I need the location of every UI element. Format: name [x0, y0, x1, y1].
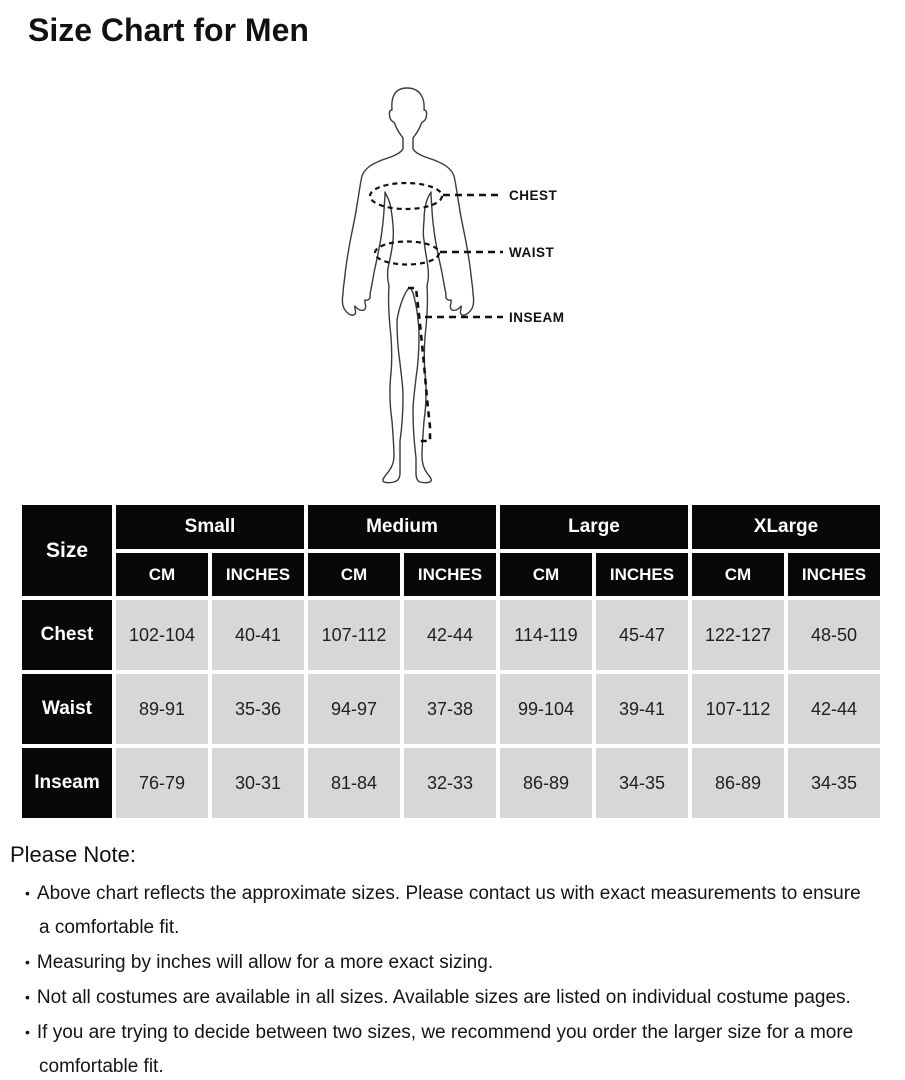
size-group-header-xlarge: XLarge: [692, 505, 880, 549]
size-group-header-small: Small: [116, 505, 304, 549]
measurement-cell: 107-112: [308, 600, 400, 670]
notes-heading: Please Note:: [10, 842, 136, 867]
table-row-waist: [22, 674, 880, 744]
unit-header-inches: INCHES: [596, 553, 688, 596]
measurement-cell: 86-89: [692, 748, 784, 818]
table-corner-cell-size: Size: [22, 505, 112, 596]
unit-header-cm: CM: [692, 553, 784, 596]
measurement-cell: 37-38: [404, 674, 496, 744]
measurement-row-label-waist: Waist: [22, 674, 112, 744]
unit-header-inches: INCHES: [212, 553, 304, 596]
notes-section: [10, 842, 905, 1080]
size-chart-table: [18, 501, 884, 822]
inseam-label: INSEAM: [509, 310, 565, 325]
measurement-cell: 102-104: [116, 600, 208, 670]
measurement-row-label-inseam: Inseam: [22, 748, 112, 818]
unit-header-cm: CM: [500, 553, 592, 596]
size-group-header-medium: Medium: [308, 505, 496, 549]
body-measurement-diagram: [0, 49, 905, 471]
measurement-cell: 99-104: [500, 674, 592, 744]
measurement-cell: 94-97: [308, 674, 400, 744]
measurement-cell: 122-127: [692, 600, 784, 670]
unit-header-cm: CM: [116, 553, 208, 596]
measurement-cell: 30-31: [212, 748, 304, 818]
unit-header-inches: INCHES: [788, 553, 880, 596]
measurement-cell: 48-50: [788, 600, 880, 670]
measurement-cell: 34-35: [596, 748, 688, 818]
note-item: • Measuring by inches will allow for a more exact sizing.: [25, 945, 870, 980]
measurement-cell: 39-41: [596, 674, 688, 744]
unit-header-inches: INCHES: [404, 553, 496, 596]
measurement-cell: 114-119: [500, 600, 592, 670]
note-item: • Above chart reflects the approximate sizes. Please contact us with exact measurements to ensure a comfortable fit.: [25, 876, 870, 945]
male-body-outline-illustration: [330, 79, 580, 489]
measurement-cell: 81-84: [308, 748, 400, 818]
unit-header-cm: CM: [308, 553, 400, 596]
measurement-cell: 107-112: [692, 674, 784, 744]
table-row-chest: [22, 600, 880, 670]
measurement-row-label-chest: Chest: [22, 600, 112, 670]
measurement-cell: 35-36: [212, 674, 304, 744]
waist-label: WAIST: [509, 245, 555, 260]
note-item: • If you are trying to decide between two sizes, we recommend you order the larger size for a more comfortable fit.: [25, 1015, 870, 1080]
measurement-cell: 45-47: [596, 600, 688, 670]
notes-list: [10, 876, 870, 1080]
measurement-cell: 40-41: [212, 600, 304, 670]
measurement-cell: 89-91: [116, 674, 208, 744]
measurement-cell: 86-89: [500, 748, 592, 818]
note-item: • Not all costumes are available in all sizes. Available sizes are listed on individual costume pages.: [25, 980, 870, 1015]
measurement-cell: 42-44: [788, 674, 880, 744]
measurement-cell: 42-44: [404, 600, 496, 670]
body-outline: [342, 88, 473, 483]
chest-label: CHEST: [509, 188, 558, 203]
measurement-cell: 76-79: [116, 748, 208, 818]
measurement-cell: 32-33: [404, 748, 496, 818]
table-row-inseam: [22, 748, 880, 818]
page-title: Size Chart for Men: [28, 12, 309, 48]
size-group-header-large: Large: [500, 505, 688, 549]
measurement-cell: 34-35: [788, 748, 880, 818]
